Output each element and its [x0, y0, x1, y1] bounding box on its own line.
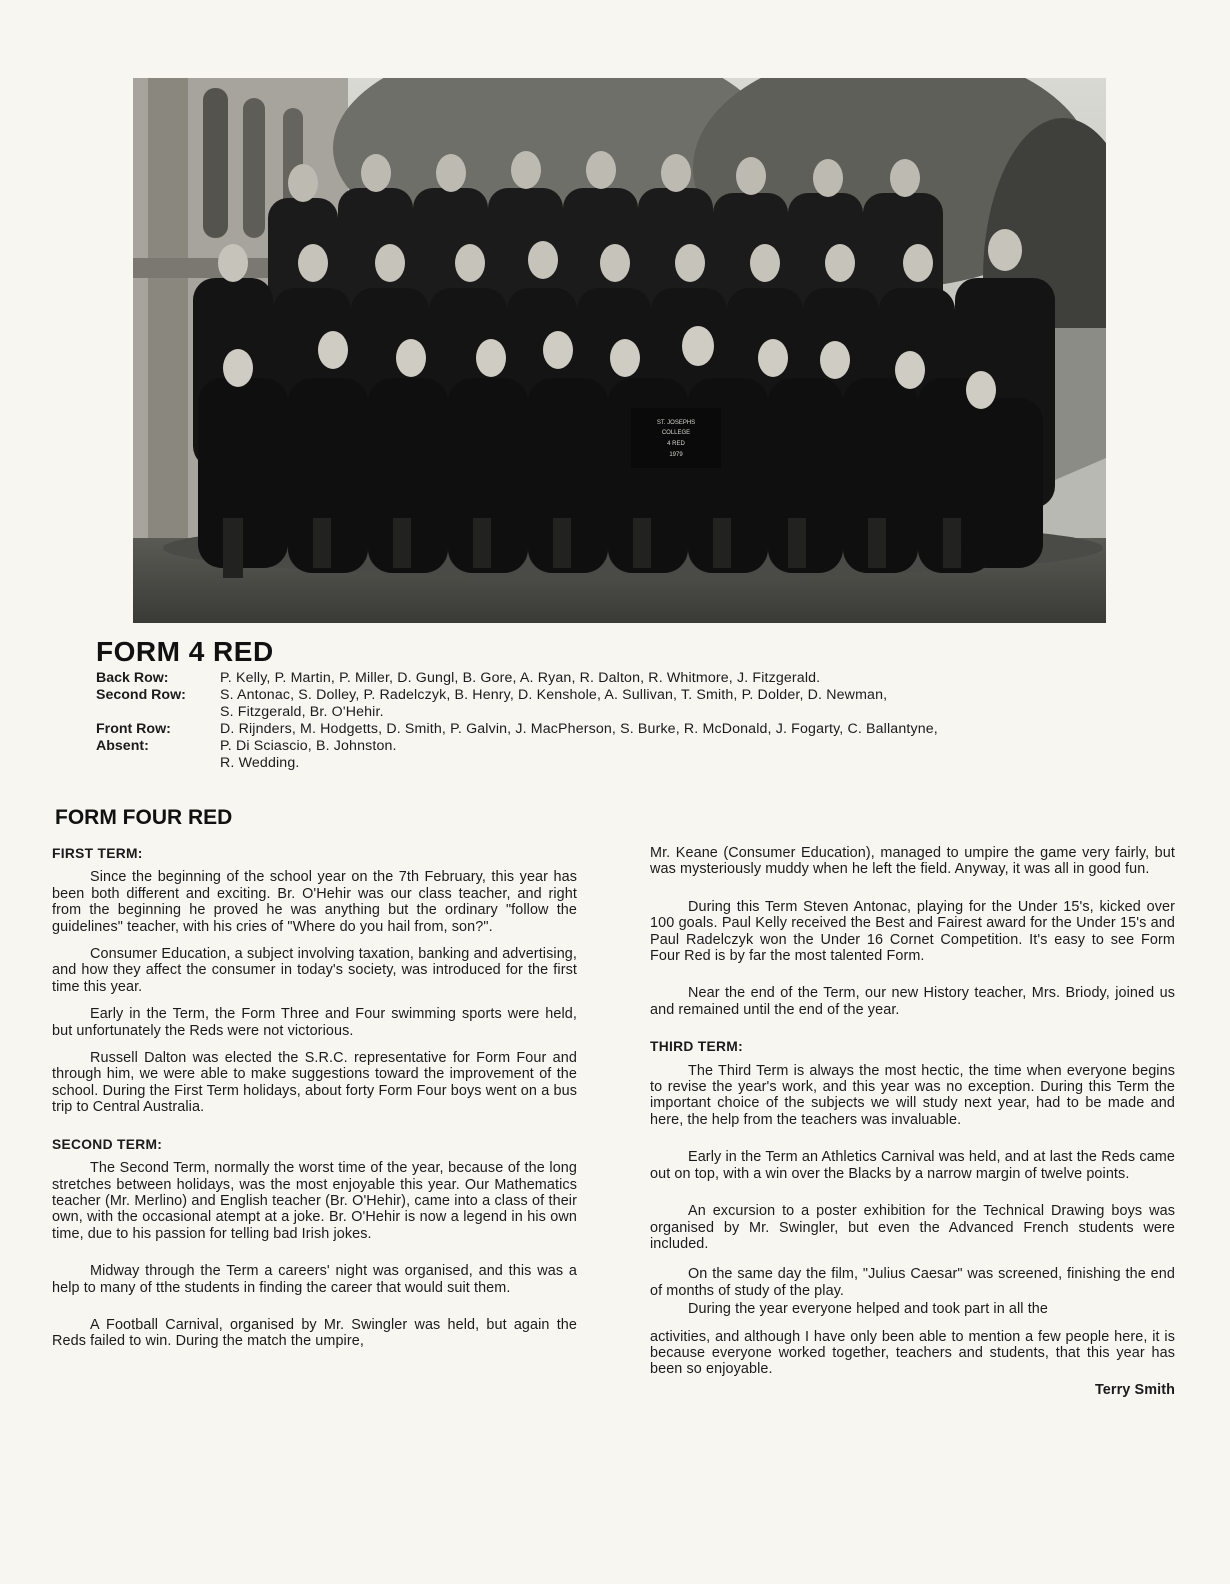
roster-row: [96, 704, 1176, 721]
paragraph: On the same day the film, "Julius Caesar" was screened, finishing the end of months of study of the play.: [650, 1266, 1175, 1299]
paragraph: Since the beginning of the school year on the 7th February, this year has been both different and exciting. Br. O'Hehir was our class teacher, and right from the beginning he proved he was anything but the ordinary "follow the guidelines" teacher, with his cries of "Where do you hail from, son?".: [52, 869, 577, 935]
class-group-photo: [133, 78, 1106, 623]
roster-row: [96, 687, 1176, 704]
roster-label: Front Row:: [96, 721, 171, 737]
roster-names: P. Di Sciascio, B. Johnston.: [220, 738, 397, 754]
roster-names: S. Antonac, S. Dolley, P. Radelczyk, B. Henry, D. Kenshole, A. Sullivan, T. Smith, P. Dolder, D. Newman,: [220, 687, 888, 703]
roster-row: [96, 721, 1176, 738]
paragraph: Midway through the Term a careers' night was organised, and this was a help to many of tthe students in finding the career that would suit them.: [52, 1263, 577, 1296]
paragraph: The Third Term is always the most hectic, the time when everyone begins to revise the year's work, and this year was no exception. During this Term the important choice of the subjects we will study next year, had to be made and here, the help from the teachers was invaluable.: [650, 1062, 1175, 1128]
paragraph: The Second Term, normally the worst time of the year, because of the long stretches between holidays, was the most enjoyable this year. Our Mathematics teacher (Mr. Merlino) and English teacher (Br. O'Hehir), came into a class of their own, with the occasional atempt at a joke. Br. O'Hehir is now a legend in his own time, due to his passion for telling bad Irish jokes.: [52, 1160, 577, 1242]
roster-names: P. Kelly, P. Martin, P. Miller, D. Gungl, B. Gore, A. Ryan, R. Dalton, R. Whitmore, J. Fitzgerald.: [220, 670, 821, 686]
roster-names: S. Fitzgerald, Br. O'Hehir.: [220, 704, 384, 720]
sign-line: COLLEGE: [661, 430, 691, 436]
roster-row: [96, 755, 1176, 772]
roster-label: Absent:: [96, 738, 149, 754]
roster-names: R. Wedding.: [220, 755, 300, 771]
form-sign: [631, 408, 721, 468]
section-heading: THIRD TERM:: [650, 1039, 743, 1055]
roster-label: [96, 755, 220, 772]
paragraph: Russell Dalton was elected the S.R.C. representative for Form Four and through him, we were able to make suggestions toward the improvement of the school. During the First Term holidays, about forty Form Four boys went on a bus trip to Central Australia.: [52, 1050, 577, 1116]
article-column-left: [52, 846, 577, 1361]
paragraph: An excursion to a poster exhibition for the Technical Drawing boys was organised by Mr. Swingler, but even the Advanced French students were included.: [650, 1203, 1175, 1252]
paragraph: Mr. Keane (Consumer Education), managed to umpire the game very fairly, but was mysteriously muddy when he left the field. Anyway, it was all in good fun.: [650, 845, 1175, 878]
roster-label: Second Row:: [96, 687, 186, 703]
paragraph: Early in the Term, the Form Three and Four swimming sports were held, but unfortunately the Reds were not victorious.: [52, 1006, 577, 1039]
photo-caption-title: FORM 4 RED: [96, 636, 274, 667]
sign-line: ST. JOSEPHS: [656, 420, 696, 426]
roster-label: Back Row:: [96, 670, 169, 686]
paragraph: Early in the Term an Athletics Carnival was held, and at last the Reds came out on top, with a win over the Blacks by a narrow margin of twelve points.: [650, 1149, 1175, 1182]
article-title: FORM FOUR RED: [55, 806, 233, 829]
paragraph: Consumer Education, a subject involving taxation, banking and advertising, and how they affect the consumer in today's society, was introduced for the first time this year.: [52, 946, 577, 995]
sign-line: 1979: [669, 452, 683, 458]
author-signature: Terry Smith: [1094, 1381, 1175, 1398]
paragraph: activities, and although I have only been able to mention a few people here, it is because everyone worked together, teachers and students, that this year has been so enjoyable.: [650, 1328, 1175, 1378]
section-heading: SECOND TERM:: [52, 1136, 163, 1152]
roster-row: [96, 738, 1176, 755]
sign-line: 4 RED: [667, 441, 685, 447]
roster-row: [96, 670, 1176, 687]
article-column-right: [650, 845, 1175, 1398]
roster-names: D. Rijnders, M. Hodgetts, D. Smith, P. Galvin, J. MacPherson, S. Burke, R. McDonald, J. Fogarty, C. Ballantyne,: [220, 721, 938, 737]
paragraph: During the year everyone helped and took part in all the: [688, 1301, 1048, 1318]
paragraph: A Football Carnival, organised by Mr. Swingler was held, but again the Reds failed to win. During the match the umpire,: [52, 1316, 577, 1350]
roster-label: [96, 704, 220, 721]
section-heading: FIRST TERM:: [52, 846, 143, 861]
paragraph: Near the end of the Term, our new History teacher, Mrs. Briody, joined us and remained until the end of the year.: [650, 985, 1175, 1018]
paragraph: During this Term Steven Antonac, playing for the Under 15's, kicked over 100 goals. Paul Kelly received the Best and Fairest award for the Under 15's and Paul Radelczyk won the Under 16 Cornet Competition. It's easy to see Form Four Red is by far the most talented Form.: [650, 898, 1175, 965]
class-roster: [96, 670, 1176, 772]
